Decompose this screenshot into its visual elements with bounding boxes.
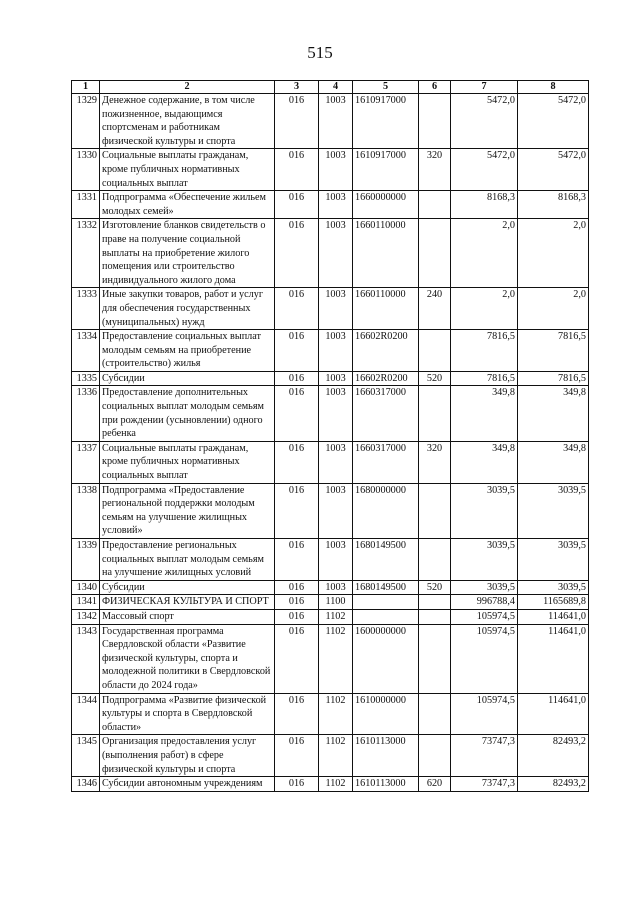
col-header-5: 5 (353, 81, 419, 94)
row-admin-code: 016 (275, 441, 319, 483)
row-number: 1345 (72, 735, 100, 777)
row-number: 1339 (72, 539, 100, 581)
row-value-col7: 5472,0 (451, 94, 518, 149)
row-admin-code: 016 (275, 386, 319, 441)
row-expense-type (419, 735, 451, 777)
row-value-col7: 105974,5 (451, 693, 518, 735)
row-section-code: 1003 (319, 288, 353, 330)
row-number: 1335 (72, 371, 100, 386)
row-value-col7: 3039,5 (451, 483, 518, 538)
row-target-article: 1610917000 (353, 149, 419, 191)
row-admin-code: 016 (275, 483, 319, 538)
row-value-col8: 5472,0 (518, 94, 589, 149)
row-section-code: 1102 (319, 777, 353, 792)
row-section-code: 1003 (319, 149, 353, 191)
row-admin-code: 016 (275, 330, 319, 372)
row-target-article: 1680149500 (353, 539, 419, 581)
row-value-col7: 105974,5 (451, 624, 518, 693)
row-target-article: 16602R0200 (353, 371, 419, 386)
row-admin-code: 016 (275, 288, 319, 330)
row-admin-code: 016 (275, 580, 319, 595)
row-value-col8: 82493,2 (518, 777, 589, 792)
row-value-col8: 3039,5 (518, 483, 589, 538)
row-admin-code: 016 (275, 191, 319, 219)
row-value-col8: 5472,0 (518, 149, 589, 191)
row-target-article: 1660110000 (353, 219, 419, 288)
row-target-article (353, 595, 419, 610)
row-section-code: 1003 (319, 483, 353, 538)
row-name: Иные закупки товаров, работ и услуг для обеспечения государственных (муниципальных) нужд (100, 288, 275, 330)
row-number: 1337 (72, 441, 100, 483)
row-target-article: 1610000000 (353, 693, 419, 735)
table-row (72, 735, 589, 777)
table-row (72, 580, 589, 595)
budget-table (71, 80, 589, 792)
row-expense-type: 320 (419, 441, 451, 483)
row-number: 1334 (72, 330, 100, 372)
table-row (72, 386, 589, 441)
col-header-1: 1 (72, 81, 100, 94)
row-number: 1343 (72, 624, 100, 693)
table-row (72, 539, 589, 581)
row-expense-type (419, 483, 451, 538)
header-row (72, 81, 589, 94)
row-section-code: 1003 (319, 219, 353, 288)
row-value-col8: 114641,0 (518, 693, 589, 735)
table-row (72, 483, 589, 538)
row-admin-code: 016 (275, 735, 319, 777)
row-section-code: 1102 (319, 624, 353, 693)
row-name: Социальные выплаты гражданам, кроме публичных нормативных социальных выплат (100, 149, 275, 191)
table-row (72, 595, 589, 610)
table-row (72, 441, 589, 483)
row-expense-type: 320 (419, 149, 451, 191)
row-expense-type (419, 219, 451, 288)
row-name: Социальные выплаты гражданам, кроме публичных нормативных социальных выплат (100, 441, 275, 483)
row-target-article: 16602R0200 (353, 330, 419, 372)
row-expense-type (419, 94, 451, 149)
table-row (72, 693, 589, 735)
row-number: 1341 (72, 595, 100, 610)
row-value-col7: 8168,3 (451, 191, 518, 219)
row-number: 1338 (72, 483, 100, 538)
row-expense-type: 240 (419, 288, 451, 330)
row-number: 1331 (72, 191, 100, 219)
row-section-code: 1100 (319, 595, 353, 610)
row-admin-code: 016 (275, 371, 319, 386)
row-value-col8: 114641,0 (518, 624, 589, 693)
row-expense-type (419, 609, 451, 624)
table-row (72, 371, 589, 386)
row-admin-code: 016 (275, 94, 319, 149)
row-name: Субсидии (100, 580, 275, 595)
row-value-col8: 2,0 (518, 288, 589, 330)
row-number: 1346 (72, 777, 100, 792)
row-expense-type (419, 624, 451, 693)
table-row (72, 777, 589, 792)
row-value-col7: 105974,5 (451, 609, 518, 624)
row-name: Предоставление социальных выплат молодым семьям на приобретение (строительство) жилья (100, 330, 275, 372)
row-value-col8: 7816,5 (518, 330, 589, 372)
row-value-col8: 3039,5 (518, 580, 589, 595)
row-expense-type (419, 191, 451, 219)
row-value-col7: 349,8 (451, 441, 518, 483)
row-number: 1342 (72, 609, 100, 624)
row-section-code: 1003 (319, 539, 353, 581)
row-name: Предоставление региональных социальных выплат молодым семьям на улучшение жилищных условий (100, 539, 275, 581)
col-header-2: 2 (100, 81, 275, 94)
row-value-col7: 5472,0 (451, 149, 518, 191)
row-expense-type (419, 693, 451, 735)
row-value-col7: 7816,5 (451, 330, 518, 372)
row-section-code: 1003 (319, 441, 353, 483)
row-section-code: 1102 (319, 693, 353, 735)
row-expense-type (419, 595, 451, 610)
row-target-article: 1660110000 (353, 288, 419, 330)
row-expense-type (419, 386, 451, 441)
row-name: Предоставление дополнительных социальных выплат молодым семьям при рождении (усыновлении) одного ребенка (100, 386, 275, 441)
row-admin-code: 016 (275, 219, 319, 288)
row-value-col8: 2,0 (518, 219, 589, 288)
row-expense-type: 620 (419, 777, 451, 792)
row-number: 1336 (72, 386, 100, 441)
row-name: Государственная программа Свердловской области «Развитие физической культуры, спорта и молодежной политики в Свердловской области до 2024 года» (100, 624, 275, 693)
row-value-col8: 82493,2 (518, 735, 589, 777)
row-section-code: 1003 (319, 94, 353, 149)
row-name: Субсидии (100, 371, 275, 386)
row-number: 1329 (72, 94, 100, 149)
row-value-col7: 7816,5 (451, 371, 518, 386)
col-header-7: 7 (451, 81, 518, 94)
row-section-code: 1003 (319, 191, 353, 219)
row-section-code: 1003 (319, 580, 353, 595)
row-section-code: 1102 (319, 735, 353, 777)
row-number: 1340 (72, 580, 100, 595)
row-admin-code: 016 (275, 624, 319, 693)
row-admin-code: 016 (275, 595, 319, 610)
col-header-4: 4 (319, 81, 353, 94)
row-admin-code: 016 (275, 777, 319, 792)
table-row (72, 609, 589, 624)
row-admin-code: 016 (275, 609, 319, 624)
row-name: Изготовление бланков свидетельств о праве на получение социальной выплаты на приобретение жилого помещения или строительство индивидуального жилого дома (100, 219, 275, 288)
row-target-article: 1660317000 (353, 386, 419, 441)
row-name: Денежное содержание, в том числе пожизненное, выдающимся спортсменам и работникам физической культуры и спорта (100, 94, 275, 149)
row-value-col7: 996788,4 (451, 595, 518, 610)
col-header-3: 3 (275, 81, 319, 94)
row-number: 1333 (72, 288, 100, 330)
col-header-6: 6 (419, 81, 451, 94)
table-row (72, 94, 589, 149)
row-target-article (353, 609, 419, 624)
row-value-col8: 114641,0 (518, 609, 589, 624)
table-row (72, 288, 589, 330)
row-name: Массовый спорт (100, 609, 275, 624)
row-target-article: 1600000000 (353, 624, 419, 693)
row-name: Субсидии автономным учреждениям (100, 777, 275, 792)
page-number: 515 (307, 43, 333, 62)
row-section-code: 1102 (319, 609, 353, 624)
row-target-article: 1680000000 (353, 483, 419, 538)
row-value-col7: 2,0 (451, 288, 518, 330)
row-value-col8: 349,8 (518, 441, 589, 483)
row-expense-type: 520 (419, 580, 451, 595)
row-expense-type: 520 (419, 371, 451, 386)
row-value-col8: 8168,3 (518, 191, 589, 219)
row-target-article: 1660000000 (353, 191, 419, 219)
row-name: Подпрограмма «Предоставление региональной поддержки молодым семьям на улучшение жилищных условий» (100, 483, 275, 538)
table-row (72, 624, 589, 693)
row-admin-code: 016 (275, 149, 319, 191)
row-value-col8: 3039,5 (518, 539, 589, 581)
row-target-article: 1610917000 (353, 94, 419, 149)
row-target-article: 1610113000 (353, 735, 419, 777)
row-name: Подпрограмма «Развитие физической культуры и спорта в Свердловской области» (100, 693, 275, 735)
row-value-col7: 73747,3 (451, 777, 518, 792)
row-name: Организация предоставления услуг (выполнения работ) в сфере физической культуры и спорта (100, 735, 275, 777)
table-row (72, 330, 589, 372)
row-expense-type (419, 539, 451, 581)
row-target-article: 1660317000 (353, 441, 419, 483)
row-section-code: 1003 (319, 330, 353, 372)
row-expense-type (419, 330, 451, 372)
row-target-article: 1610113000 (353, 777, 419, 792)
row-name: ФИЗИЧЕСКАЯ КУЛЬТУРА И СПОРТ (100, 595, 275, 610)
row-value-col7: 349,8 (451, 386, 518, 441)
table-row (72, 191, 589, 219)
row-section-code: 1003 (319, 371, 353, 386)
row-number: 1330 (72, 149, 100, 191)
col-header-8: 8 (518, 81, 589, 94)
row-number: 1332 (72, 219, 100, 288)
row-admin-code: 016 (275, 693, 319, 735)
row-number: 1344 (72, 693, 100, 735)
row-section-code: 1003 (319, 386, 353, 441)
row-value-col7: 73747,3 (451, 735, 518, 777)
row-value-col7: 3039,5 (451, 580, 518, 595)
row-value-col7: 2,0 (451, 219, 518, 288)
row-value-col8: 349,8 (518, 386, 589, 441)
table-row (72, 219, 589, 288)
row-target-article: 1680149500 (353, 580, 419, 595)
table-row (72, 149, 589, 191)
row-value-col8: 7816,5 (518, 371, 589, 386)
row-value-col8: 1165689,8 (518, 595, 589, 610)
row-admin-code: 016 (275, 539, 319, 581)
row-value-col7: 3039,5 (451, 539, 518, 581)
row-name: Подпрограмма «Обеспечение жильем молодых семей» (100, 191, 275, 219)
table-body (72, 94, 589, 792)
